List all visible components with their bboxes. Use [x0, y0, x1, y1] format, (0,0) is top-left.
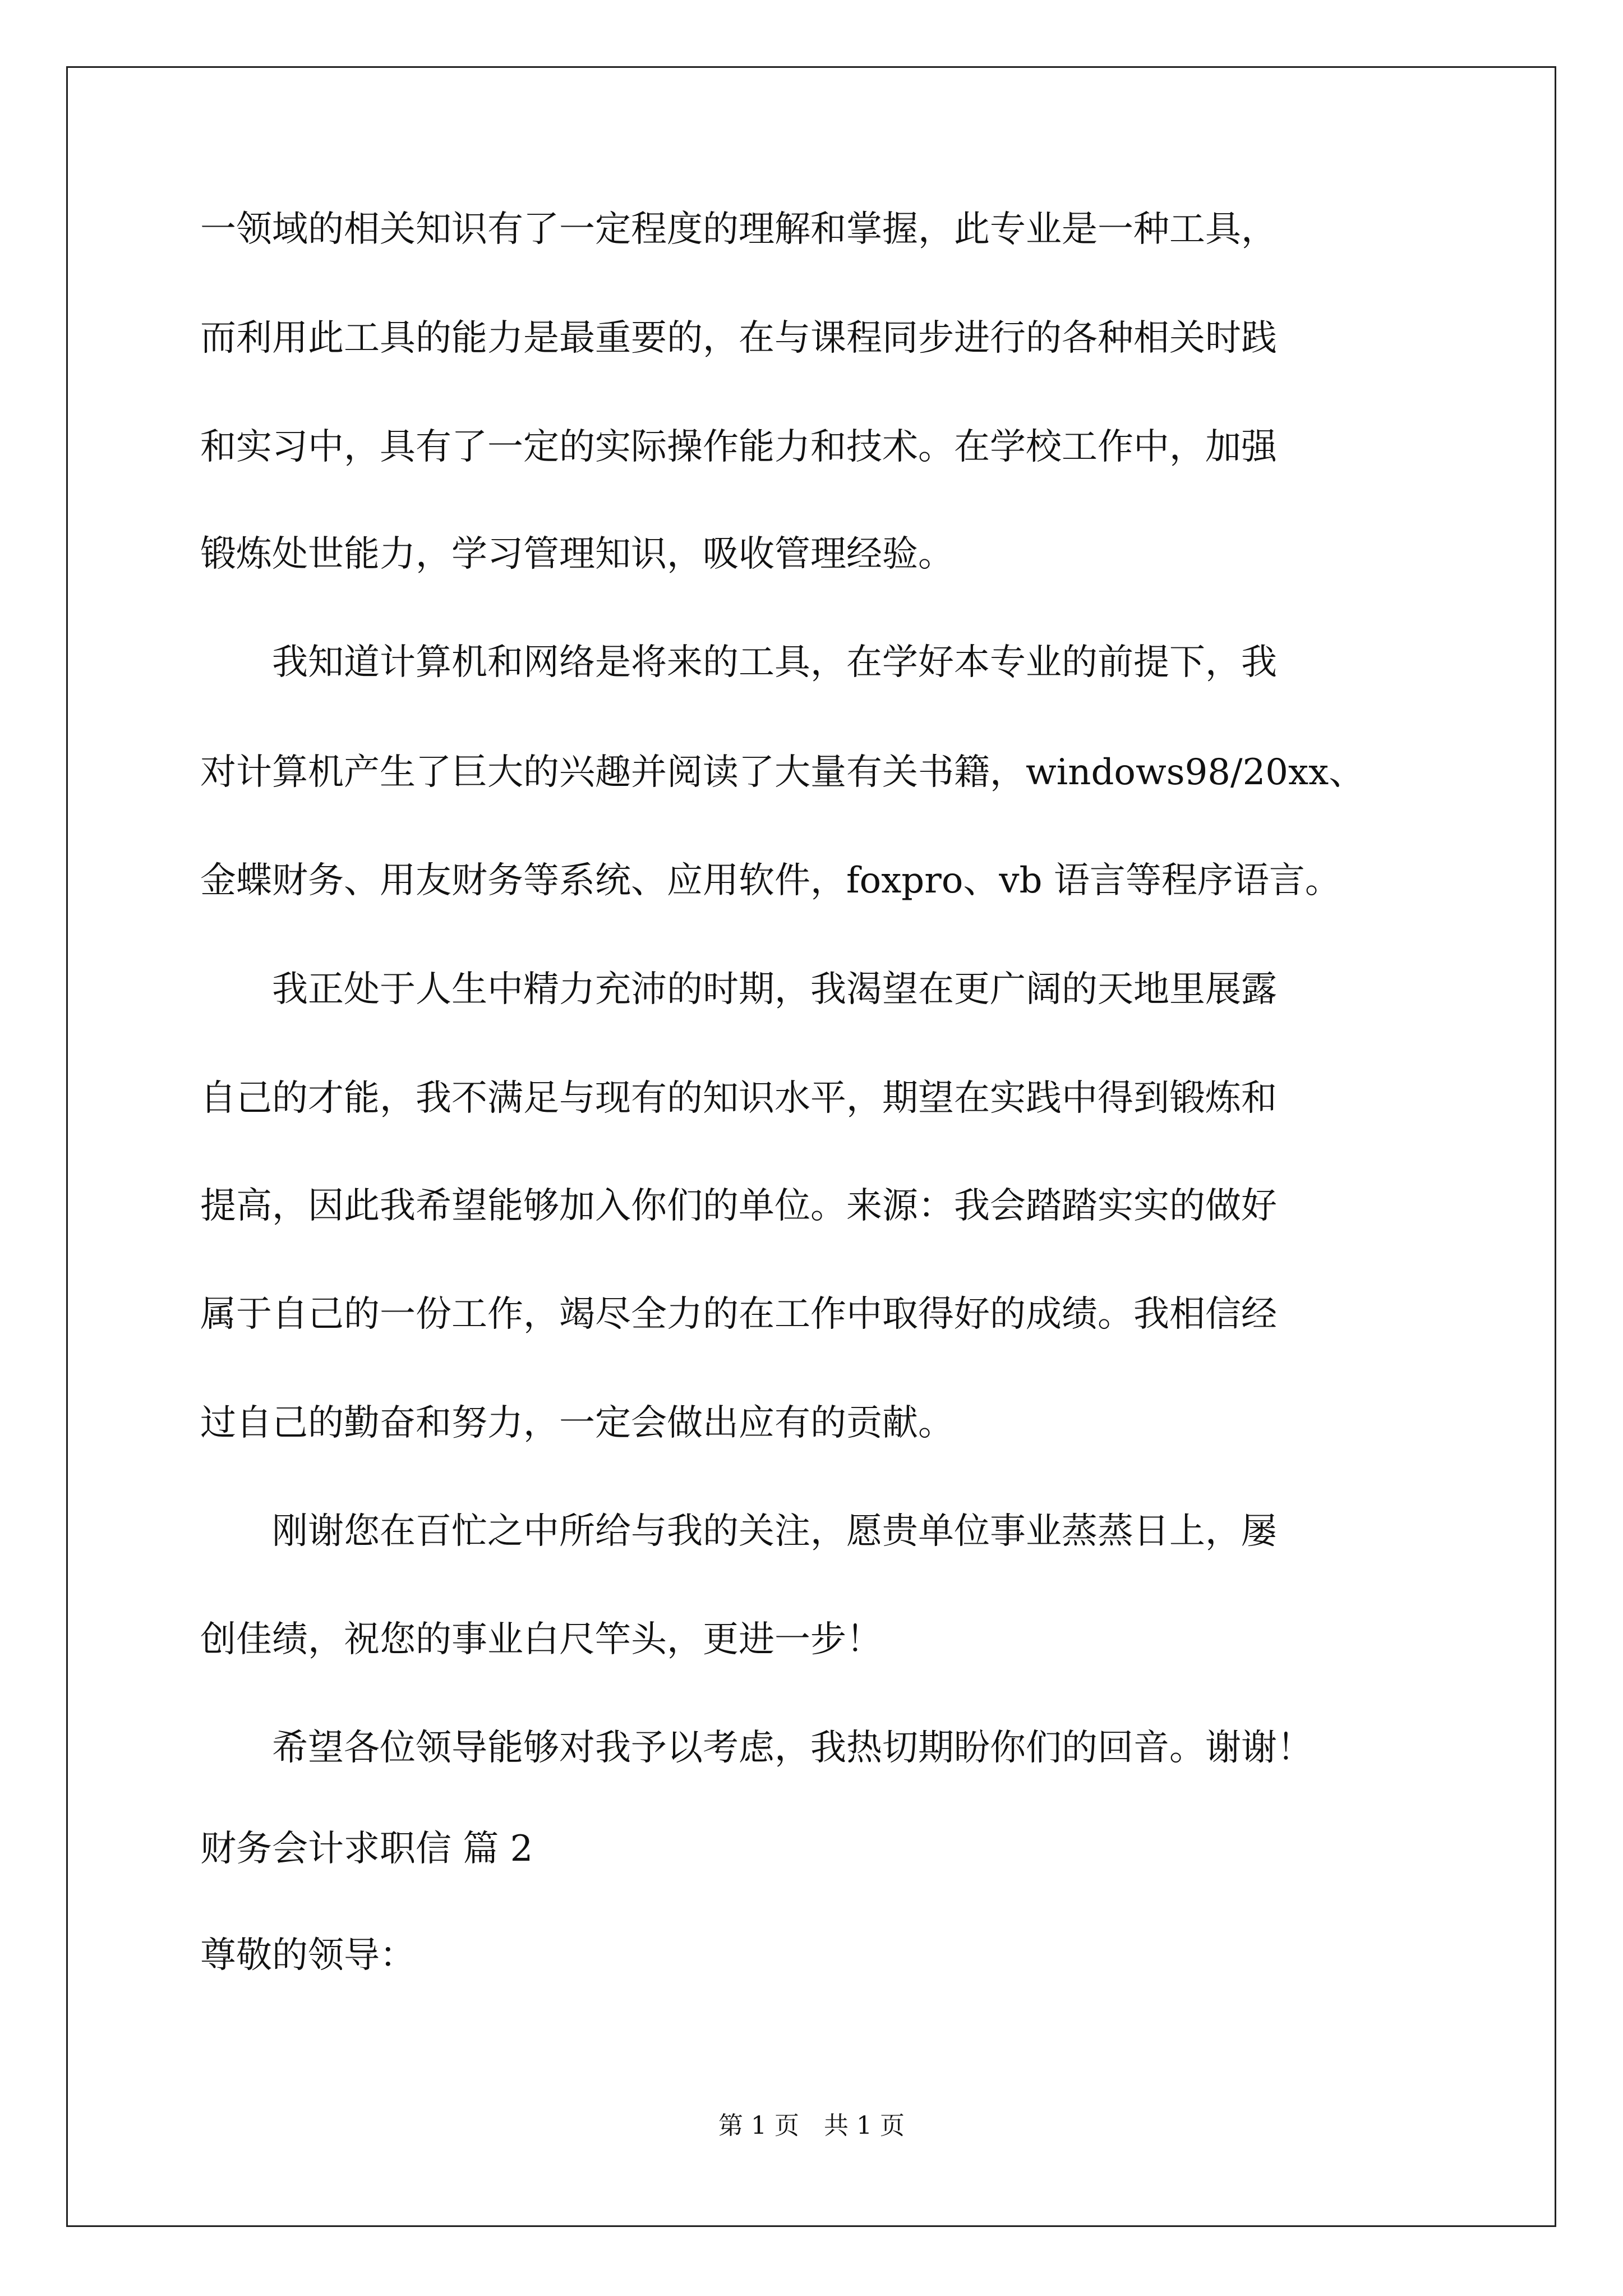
page-footer: 第 1 页 共 1 页 — [718, 2111, 905, 2140]
salutation: 尊敬的领导： — [200, 1935, 416, 1976]
body-line-12: 过自己的勤奋和努力，一定会做出应有的贡献。 — [200, 1402, 954, 1444]
body-line-2: 而利用此工具的能力是最重要的，在与课程同步进行的各种相关时践 — [200, 318, 1277, 359]
body-line-10: 提高，因此我希望能够加入你们的单位。来源：我会踏踏实实的做好 — [200, 1185, 1277, 1227]
body-line-15: 希望各位领导能够对我予以考虑，我热切期盼你们的回音。谢谢！ — [200, 1727, 1313, 1769]
body-line-13: 刚谢您在百忙之中所给与我的关注，愿贵单位事业蒸蒸日上，屡 — [200, 1511, 1277, 1552]
page-border — [66, 66, 1556, 2227]
body-line-8: 我正处于人生中精力充沛的时期，我渴望在更广阔的天地里展露 — [200, 969, 1277, 1010]
body-line-11: 属于自己的一份工作，竭尽全力的在工作中取得好的成绩。我相信经 — [200, 1294, 1277, 1335]
body-line-5: 我知道计算机和网络是将来的工具，在学好本专业的前提下，我 — [200, 642, 1277, 683]
body-line-7: 金蝶财务、用友财务等系统、应用软件，foxpro、vb 语言等程序语言。 — [200, 860, 1341, 901]
body-line-6: 对计算机产生了巨大的兴趣并阅读了大量有关书籍，windows98/20xx、 — [200, 752, 1365, 793]
body-line-4: 锻炼处世能力，学习管理知识，吸收管理经验。 — [200, 533, 954, 575]
body-line-14: 创佳绩，祝您的事业白尺竿头，更进一步！ — [200, 1619, 882, 1660]
body-line-1: 一领域的相关知识有了一定程度的理解和掌握，此专业是一种工具， — [200, 209, 1277, 250]
body-line-3: 和实习中，具有了一定的实际操作能力和技术。在学校工作中，加强 — [200, 426, 1277, 468]
section-heading: 财务会计求职信 篇 2 — [200, 1828, 533, 1870]
body-line-9: 自己的才能，我不满足与现有的知识水平，期望在实践中得到锻炼和 — [200, 1078, 1277, 1119]
